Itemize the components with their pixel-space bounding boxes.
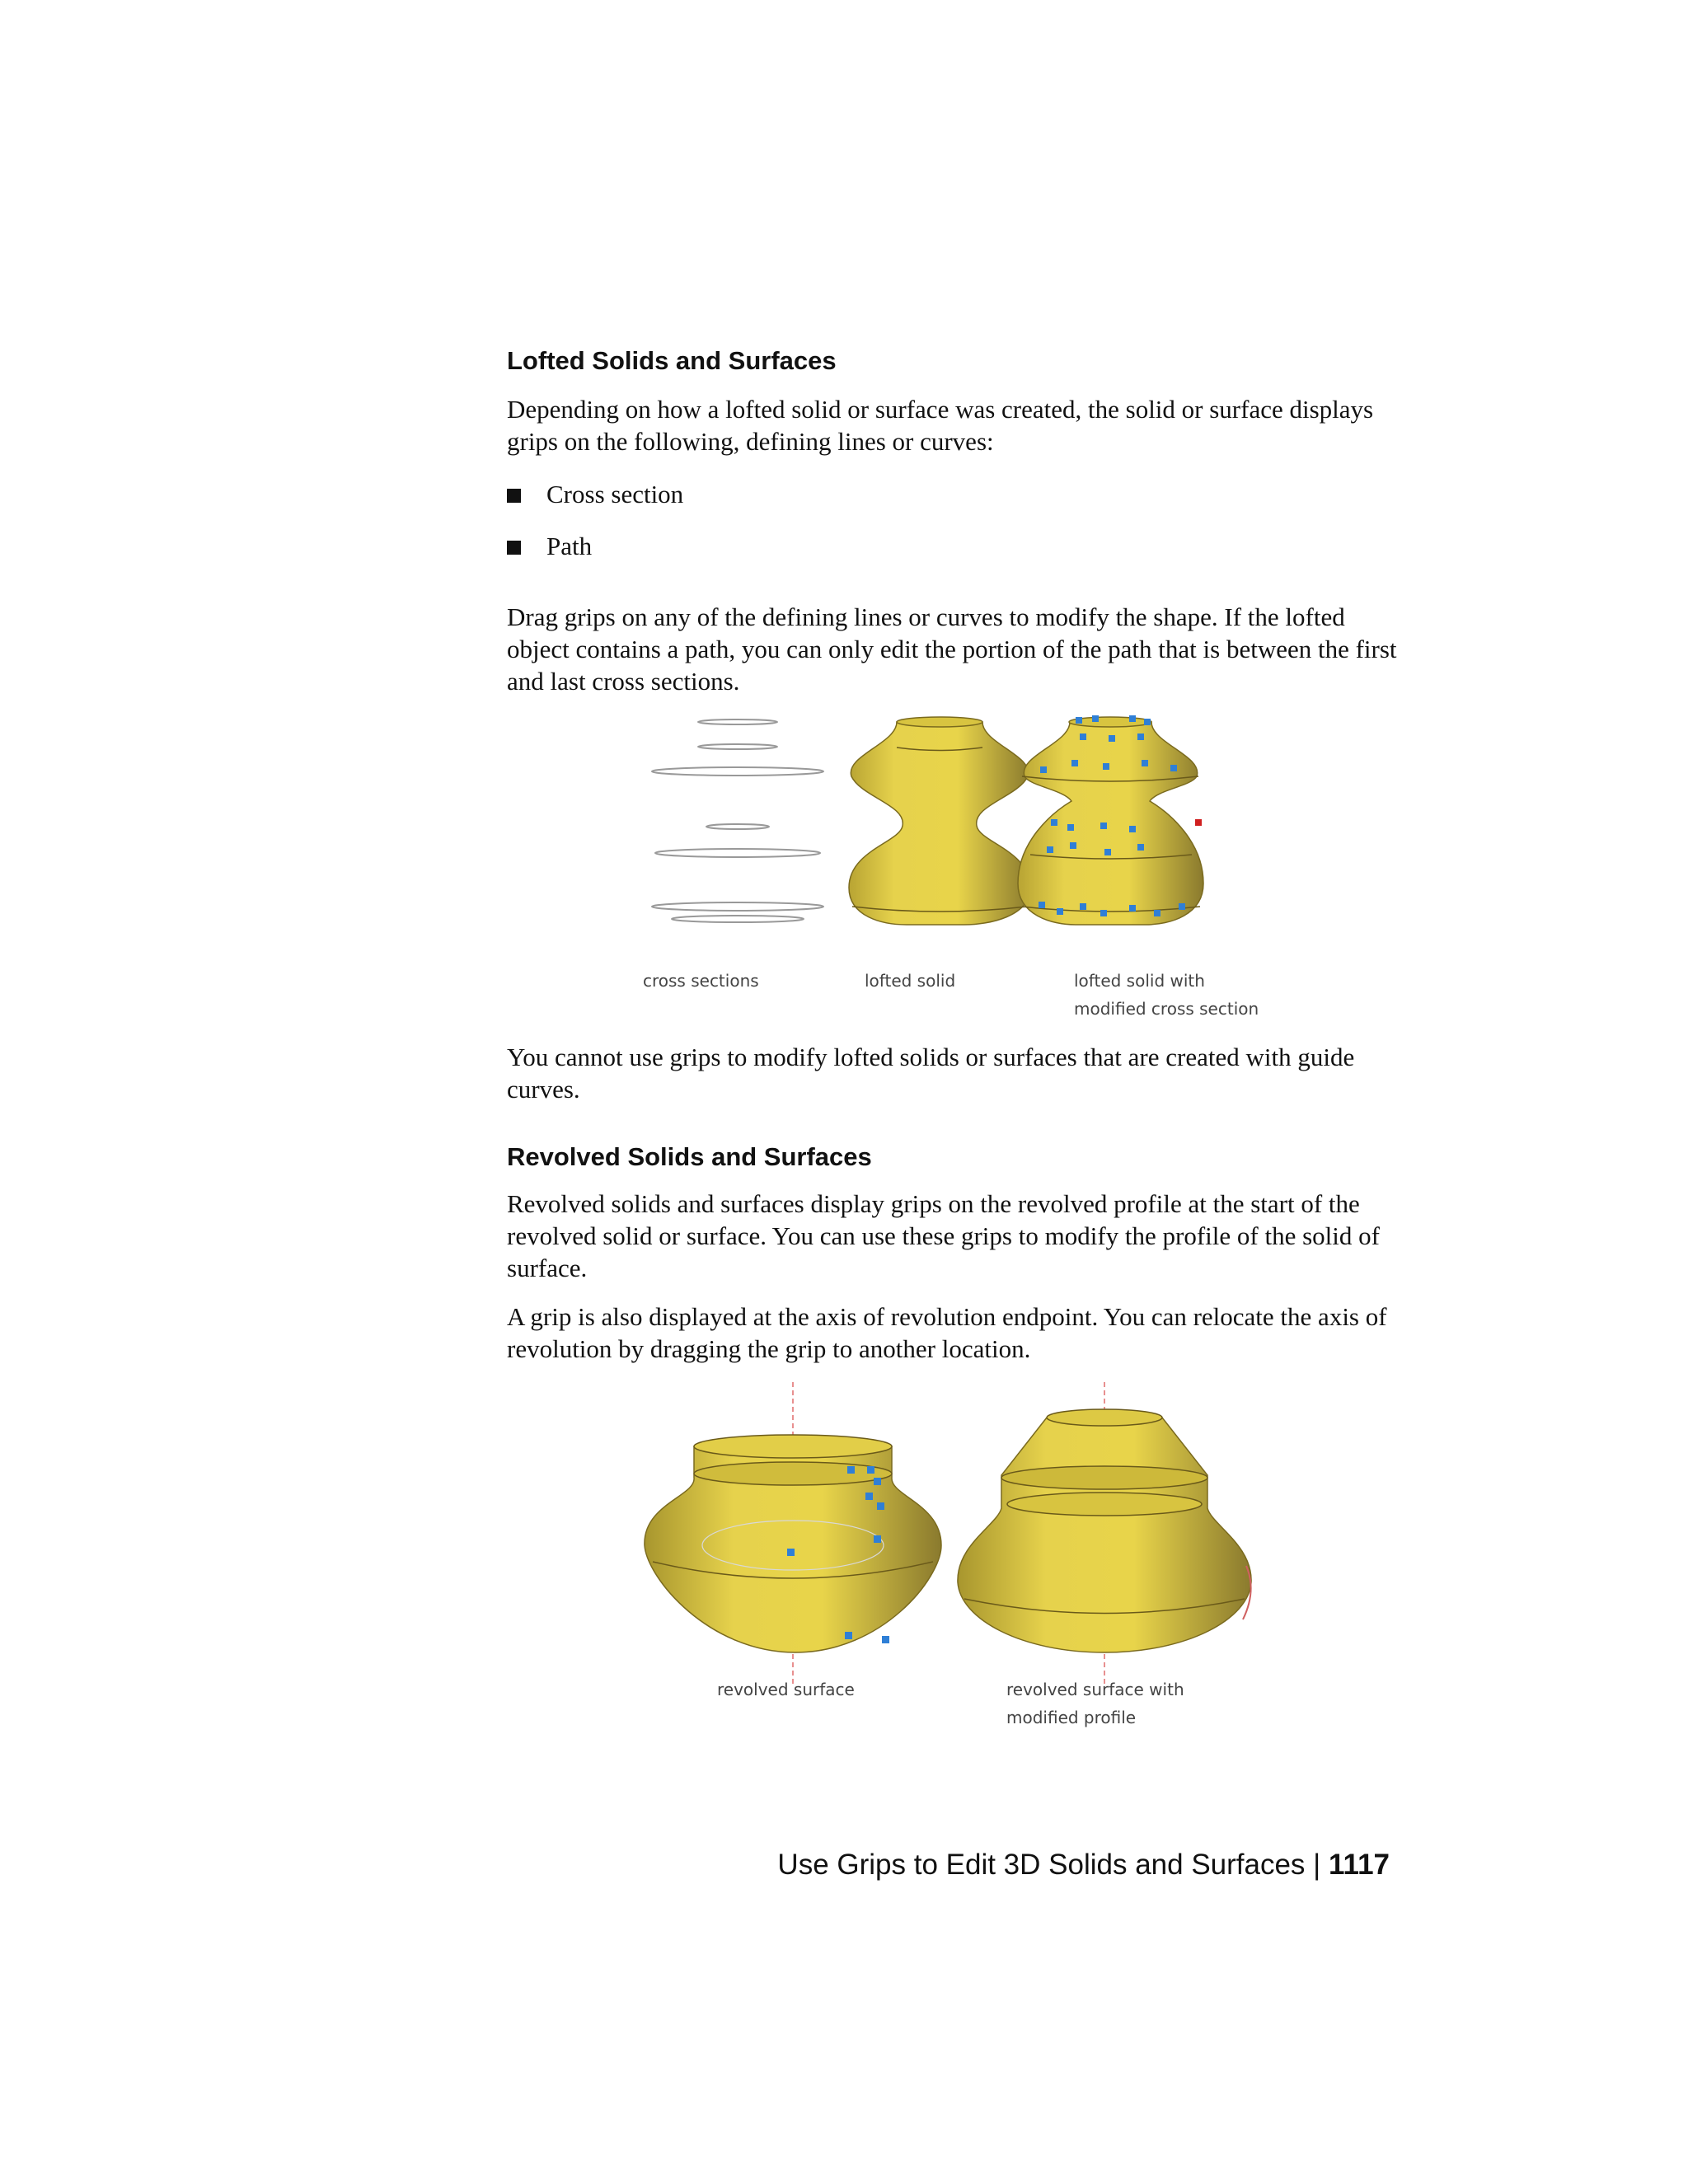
paragraph-lofted-body: Drag grips on any of the defining lines or curves to modify the shape. If the lofted object contains a path, you can only edit the portion of the path that is between the first and last cross sections.: [507, 602, 1397, 696]
revolved-surface-drawing: [645, 1382, 941, 1685]
section-heading-lofted: Lofted Solids and Surfaces: [507, 346, 837, 375]
figure-caption-revolved-surface: revolved surface: [717, 1680, 855, 1699]
figure-caption-cross-sections: cross sections: [643, 971, 759, 991]
cross-sections-drawing: [652, 719, 823, 922]
lofted-solid-drawing: [849, 717, 1030, 925]
bullet-square-icon: [507, 541, 521, 555]
footer-separator: |: [1313, 1849, 1321, 1881]
revolved-surface-modified-drawing: [958, 1382, 1251, 1685]
figure-caption-modified-profile: modified profile: [1006, 1708, 1137, 1727]
bullet-label: Cross section: [546, 480, 684, 509]
figure-caption-revolved-surface-with: revolved surface with: [1006, 1680, 1184, 1699]
footer-title: Use Grips to Edit 3D Solids and Surfaces: [777, 1849, 1306, 1881]
section-heading-revolved: Revolved Solids and Surfaces: [507, 1142, 872, 1171]
page-footer: [777, 1849, 1390, 1882]
bullet-label: Path: [546, 532, 593, 560]
selected-grip-marker: [1195, 819, 1202, 826]
page-number: 1117: [1329, 1849, 1390, 1881]
paragraph-lofted-intro: Depending on how a lofted solid or surface was created, the solid or surface displays grips on the following, defining lines or curves:: [507, 395, 1374, 456]
paragraph-revolved-1: Revolved solids and surfaces display grips on the revolved profile at the start of the revolved solid or surface. You can use these grips to modify the profile of the solid of surface.: [507, 1189, 1380, 1282]
paragraph-revolved-2: A grip is also displayed at the axis of revolution endpoint. You can relocate the axis of revolution by dragging the grip to another location.: [507, 1302, 1387, 1363]
figure-caption-lofted-solid: lofted solid: [865, 971, 956, 991]
figure-caption-lofted-solid-with: lofted solid with: [1074, 971, 1205, 991]
figure-revolved-illustration: [635, 1380, 1261, 1694]
figure-lofted-illustration: [635, 710, 1253, 933]
modified-lofted-solid-drawing: [1018, 715, 1203, 925]
paragraph-lofted-note: You cannot use grips to modify lofted solids or surfaces that are created with guide curves.: [507, 1043, 1355, 1104]
bullet-square-icon: [507, 489, 521, 503]
figure-caption-modified-cross-section: modified cross section: [1074, 999, 1259, 1019]
